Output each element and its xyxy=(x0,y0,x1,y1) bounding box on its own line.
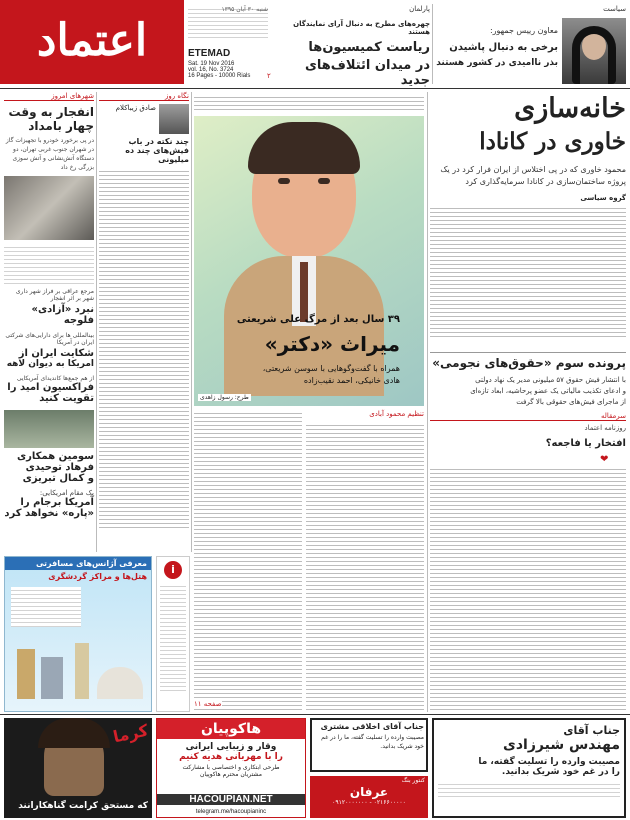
left-story5-title-2: فرهاد توحیدی xyxy=(25,462,94,473)
top-label: پارلمان xyxy=(409,5,430,13)
left-story2-deck: مرجع عراقی بر فراز شهر داری شهر بر اثر انفجار xyxy=(15,288,94,302)
issue-date: شنبه ۳۰ آبان ۱۳۹۵ xyxy=(221,6,268,13)
notes-title-2: فیش‌های چند ده میلیونی xyxy=(125,146,189,164)
brand-latin: ETEMAD xyxy=(188,48,231,59)
left-story6-title-1: آمریکا برجام را xyxy=(20,497,94,508)
editorial-author: روزنامه اعتماد xyxy=(584,424,626,432)
karma-line: که مستحق کرامت گناهکارانند xyxy=(18,801,148,811)
hacoupian-desc-1: طرحی ابتکاری و اختصاصی با مشارکت xyxy=(182,764,280,771)
hacoupian-line1: وقار و زیبایی ایرانی xyxy=(185,742,277,752)
left-column xyxy=(4,92,94,552)
lead-title-1: خانه‌سازی xyxy=(514,93,626,124)
feature-top-body xyxy=(194,94,424,112)
center-body-left xyxy=(194,410,302,712)
condolence-2-text-1: مصیبت وارده را تسلیت گفته، ما xyxy=(478,757,620,767)
right-section-label: سیاست xyxy=(603,5,626,13)
third-story-deck-1: با انتشار فیش حقوق ۵۷ میلیونی مدیر یک نهاد دولتی xyxy=(475,376,626,384)
left-story3-title-2: امریکا به دیوان لاهه xyxy=(6,359,94,369)
top-headline: چهره‌های مطرح به دنبال آرای نمایندگان هستند xyxy=(293,20,430,36)
hacoupian-brand: هاکوپیان xyxy=(157,719,305,739)
logo-block xyxy=(0,0,184,84)
condolence-2-title-1: جناب آقای xyxy=(563,724,620,737)
logo-text: اعتماد xyxy=(36,15,148,66)
kitchen-phone: ۰۹۱۲۰۰۰۰۰۰۰ - ۰۲۱۶۶۰۰۰۰۰ xyxy=(332,799,406,806)
issue-pages: 16 Pages - 10000 Rials xyxy=(188,73,251,79)
left-story5-title-3: و کمال تبریزی xyxy=(22,473,94,484)
issue-meta xyxy=(188,6,268,86)
vp-portrait xyxy=(562,18,626,84)
feature-subtitle-1: همراه با گفت‌وگوهایی با سوسن شریعتی، xyxy=(262,364,400,373)
left-story4-title-1: فراکسیون امید را xyxy=(7,382,94,393)
hacoupian-ad xyxy=(156,718,306,818)
info-icon: i xyxy=(164,561,182,579)
lead-deck: محمود خاوری که در پی اختلاس از ایران فرار کرد در یک پروژه ساختمان‌سازی در کانادا سرمایه‌گذاری کرد xyxy=(440,165,626,186)
editorial-title: افتخار یا فاجعه؟ xyxy=(545,438,626,449)
center-page-ref: صفحه ۱۱ xyxy=(194,700,222,708)
issue-date-latin: Sat. 19 Nov 2016 xyxy=(188,61,235,67)
hacoupian-telegram[interactable]: telegram.me/hacoupianinc xyxy=(195,809,267,815)
kitchen-logo: عرفان xyxy=(349,785,389,799)
karma-ad xyxy=(4,718,152,818)
center-body-right xyxy=(306,422,424,712)
travel-ad xyxy=(4,556,152,712)
right-headline-2: بذر ناامیدی در کشور هستند xyxy=(436,58,558,68)
condolence-ad-2 xyxy=(432,718,626,818)
condolence-2-text-2: را در غم خود شریک بدانید. xyxy=(501,767,620,777)
third-story-deck-3: از ماجرای فیش‌های حقوقی بالا گرفت xyxy=(516,398,626,406)
condolence-2-title-2: مهندس شیرزادی xyxy=(503,737,620,753)
editorial-body xyxy=(430,466,626,712)
columnist-photo xyxy=(159,104,189,134)
feature-subtitle-2: هادی خانیکی، احمد نقیب‌زاده xyxy=(303,376,400,385)
issue-number: vol. 16, No. 3724 xyxy=(188,67,234,73)
condolence-1-title: جناب آقای اخلاقی مشتری xyxy=(320,722,424,731)
feature-kicker: ۳۹ سال بعد از مرگ علی شریعتی xyxy=(236,314,400,325)
info-ad xyxy=(156,556,190,712)
hacoupian-url[interactable]: HACOUPIAN.NET xyxy=(157,794,305,805)
left-story1-title-1: انفجار به وقت xyxy=(8,105,94,119)
left-story3-deck: بینالمللی ها برای دارایی‌های شرکتی ایران در آمریکا xyxy=(5,332,94,346)
left-column-label: شهرهای امروز xyxy=(4,92,94,101)
left-story4-deck: از هم جمع‌ها کاندیدای آمریکایی xyxy=(16,375,94,382)
condolence-1-text: مصیبت وارده را تسلیت گفته، ما را در غم خود شریک بدانید. xyxy=(321,734,424,750)
lead-story xyxy=(430,92,626,337)
left-story3-title-1: شکایت ایران از xyxy=(18,348,94,359)
left-story4-title-2: تقویت کنید xyxy=(39,393,94,404)
karma-title: کرما xyxy=(111,720,150,747)
masthead xyxy=(0,0,630,90)
hacoupian-desc-2: مشتریان محترم هاکوپیان xyxy=(200,771,262,778)
left-story6-kicker: یک مقام امریکایی: xyxy=(39,489,94,497)
page-number: ۲ xyxy=(267,72,271,80)
third-story-title: پرونده سوم «حقوق‌های نجومی» xyxy=(432,356,626,370)
travel-ad-subtitle: هتل‌ها و مراکز گردشگری xyxy=(48,572,147,581)
third-story-deck-2: و ادعای تکذیب مالیاتی یک عضو پرحاشیه، ابعاد تازه‌ای xyxy=(470,387,626,395)
notes-column xyxy=(99,92,189,552)
feature-title: میراث «دکتر» xyxy=(264,332,400,356)
right-headline-1: برخی به دنبال پاشیدن xyxy=(449,42,558,53)
editorial-label: سرمقاله xyxy=(430,412,626,421)
left-story1-deck: در پی برخورد خودرو با تجهیزات گاز در شهران جنوب غربی تهران، دو دستگاه آتش‌نشانی و آتش سوزی بزرگی رخ داد xyxy=(5,137,94,171)
right-kicker: معاون رییس جمهور: xyxy=(489,26,558,35)
lead-byline: گروه سیاسی xyxy=(580,194,626,202)
notes-label: نگاه روز xyxy=(99,92,189,101)
heart-icon: ❤ xyxy=(600,454,609,465)
kitchen-brand: کنتور بنگ xyxy=(401,777,425,784)
main-headline-1: ریاست کمیسیون‌ها xyxy=(308,40,430,55)
condolence-ad-1 xyxy=(310,718,428,772)
main-headline-2: در میدان ائتلاف‌های جدید xyxy=(304,58,430,88)
left-story2-title: نبرد «آزادی» فلوجه xyxy=(31,304,94,326)
feature-artwork xyxy=(194,116,424,406)
notes-author: صادق زیباکلام xyxy=(115,104,156,112)
notes-body xyxy=(99,168,189,528)
left-story1-title-2: چهار بامداد xyxy=(28,119,94,133)
travel-ad-title: معرفی آژانس‌های مسافرتی xyxy=(5,557,151,570)
lead-body xyxy=(430,205,626,337)
notes-title-1: چند نکته در باب xyxy=(128,137,189,146)
center-column-label: تنظیم محمود آبادی xyxy=(369,410,424,418)
hacoupian-line2: را با مهربانی هدیه کنیم xyxy=(179,752,283,762)
actor-photo xyxy=(4,410,94,448)
kitchen-ad xyxy=(310,776,428,818)
explosion-photo xyxy=(4,176,94,240)
left-story6-title-2: «پاره» نخواهد کرد xyxy=(4,508,94,519)
left-story5-title-1: سومین همکاری xyxy=(17,451,94,462)
feature-credit: طرح: رسول زاهدی xyxy=(200,394,249,401)
lead-title-2: خاوری در کانادا xyxy=(479,128,626,155)
